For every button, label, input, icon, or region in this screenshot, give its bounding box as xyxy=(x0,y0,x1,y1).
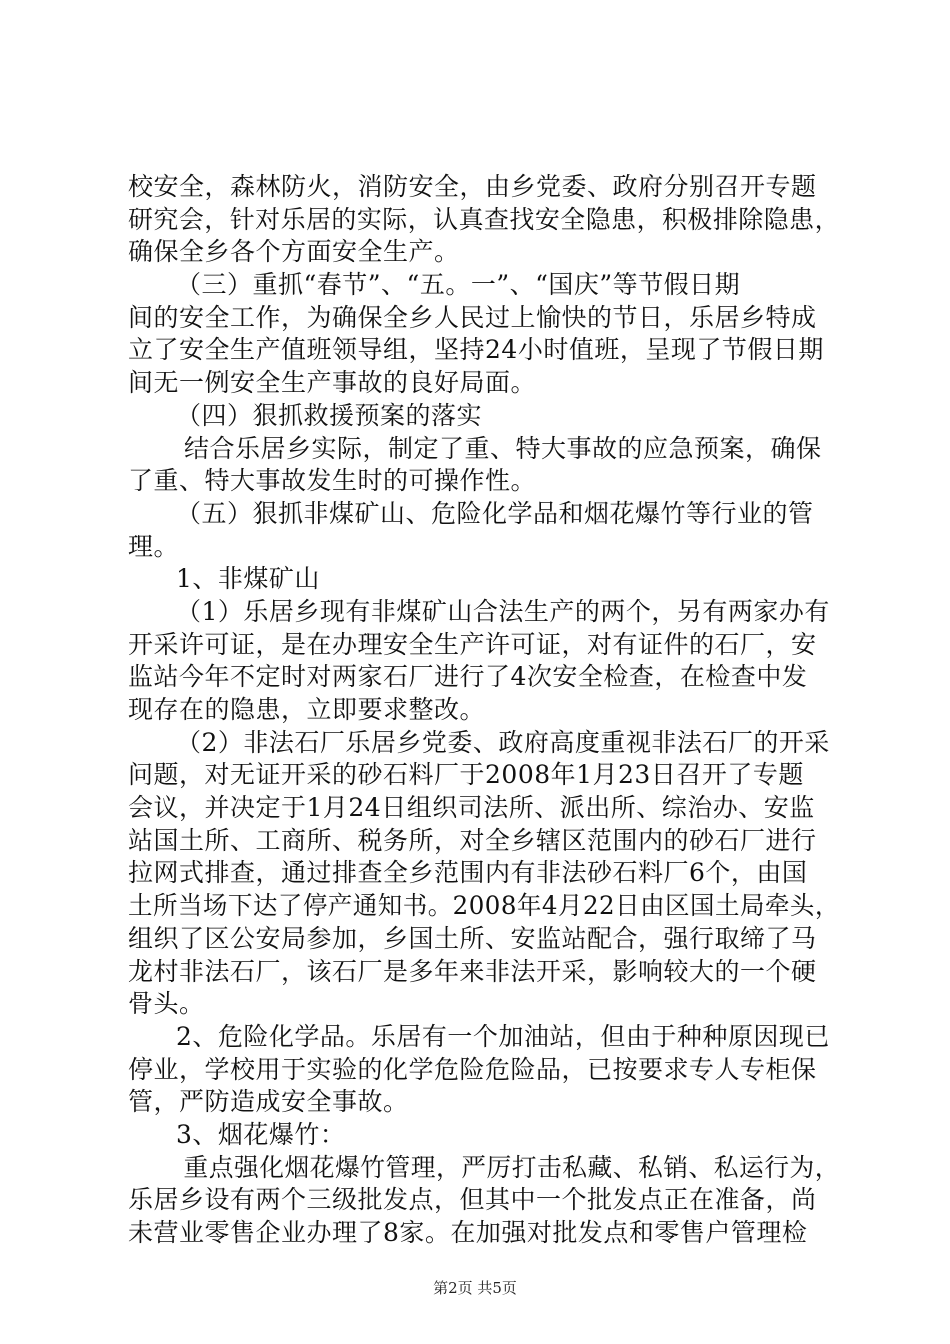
text-line: 校安全，森林防火，消防安全，由乡党委、政府分别召开专题 xyxy=(128,172,817,201)
text-line: 3、烟花爆竹： xyxy=(176,1119,346,1149)
text-line: 重点强化烟花爆竹管理，严厉打击私藏、私销、私运行为， xyxy=(183,1152,841,1182)
text-line: 土所当场下达了停产通知书。2008年4月22日由区国土局牵头， xyxy=(128,891,840,921)
text-line: 结合乐居乡实际，制定了重、特大事故的应急预案，确保 xyxy=(184,433,822,463)
text-line: 骨头。 xyxy=(128,989,205,1019)
text-line: 了重、特大事故发生时的可操作性。 xyxy=(128,466,537,496)
page-footer: 第2页 共5页 xyxy=(433,1279,517,1297)
text-line: 龙村非法石厂，该石厂是多年来非法开采，影响较大的一个硬 xyxy=(128,956,817,986)
text-line: 会议，并决定于1月24日组织司法所、派出所、综治办、安监 xyxy=(128,793,815,823)
text-line: （三）重抓“春节”、“五。一”、“国庆”等节假日期 xyxy=(176,270,741,300)
text-line: 拉网式排查，通过排查全乡范围内有非法砂石料厂6个，由国 xyxy=(128,858,808,888)
text-line: 理。 xyxy=(128,531,180,561)
text-line: 间无一例安全生产事故的良好局面。 xyxy=(128,368,537,398)
text-line: （四）狠抓救援预案的落实 xyxy=(176,400,483,430)
text-line: 管，严防造成安全事故。 xyxy=(128,1087,409,1117)
text-line: 2、危险化学品。乐居有一个加油站，但由于种种原因现已 xyxy=(176,1021,830,1051)
text-line: （1）乐居乡现有非煤矿山合法生产的两个，另有两家办有 xyxy=(176,596,830,626)
text-line: （2）非法石厂乐居乡党委、政府高度重视非法石厂的开采 xyxy=(176,727,830,757)
text-line: 乐居乡设有两个三级批发点，但其中一个批发点正在准备，尚 xyxy=(128,1185,817,1215)
text-line: 监站今年不定时对两家石厂进行了4次安全检查，在检查中发 xyxy=(128,662,808,692)
text-line: 1、非煤矿山 xyxy=(176,564,320,594)
text-line: 组织了区公安局参加，乡国土所、安监站配合，强行取缔了马 xyxy=(128,923,817,953)
text-line: 站国土所、工商所、税务所，对全乡辖区范围内的砂石厂进行 xyxy=(128,825,817,855)
text-line: 停业，学校用于实验的化学危险危险品，已按要求专人专柜保 xyxy=(128,1054,817,1084)
text-line: 开采许可证，是在办理安全生产许可证，对有证件的石厂，安 xyxy=(128,629,817,659)
text-line: 未营业零售企业办理了8家。在加强对批发点和零售户管理检 xyxy=(128,1218,808,1247)
text-line: 间的安全工作，为确保全乡人民过上愉快的节日，乐居乡特成 xyxy=(128,302,817,332)
document-body xyxy=(128,171,840,1250)
text-line: 问题，对无证开采的砂石料厂于2008年1月23日召开了专题 xyxy=(128,760,804,790)
text-line: 现存在的隐患，立即要求整改。 xyxy=(128,695,486,724)
text-line: 研究会，针对乐居的实际，认真查找安全隐患，积极排除隐患， xyxy=(128,204,841,234)
text-line: （五）狠抓非煤矿山、危险化学品和烟花爆竹等行业的管 xyxy=(176,498,814,528)
text-line: 立了安全生产值班领导组，坚持24小时值班，呈现了节假日期 xyxy=(128,335,824,365)
text-line: 确保全乡各个方面安全生产。 xyxy=(128,237,460,267)
